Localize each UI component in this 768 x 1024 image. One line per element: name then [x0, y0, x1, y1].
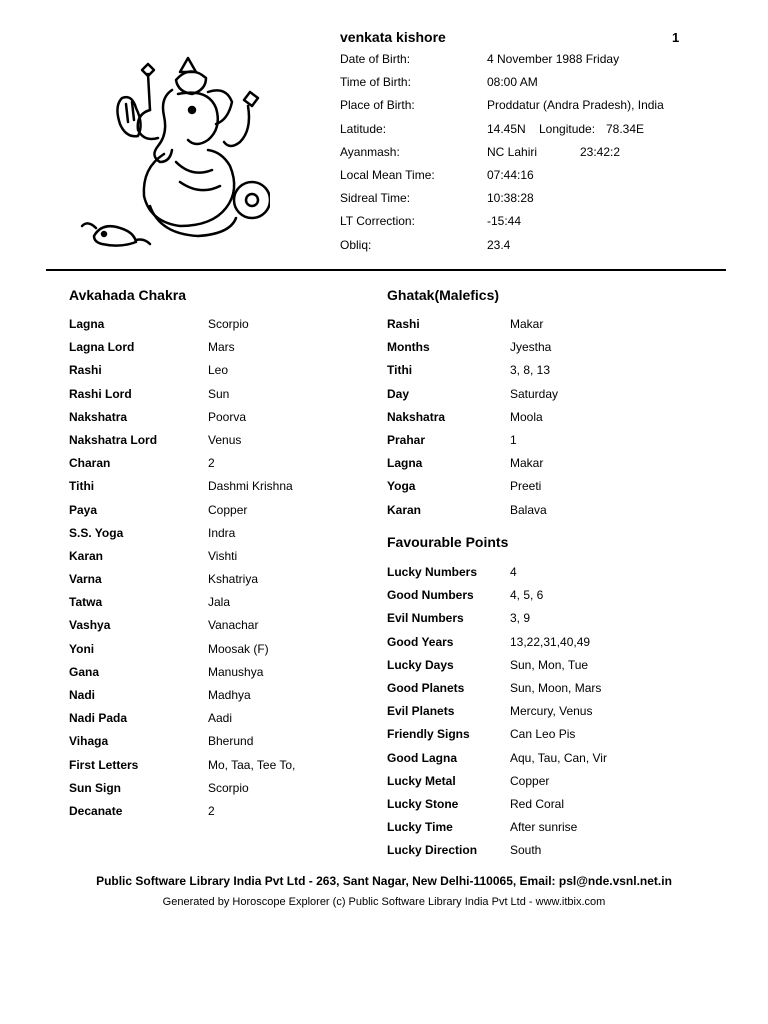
row-label: Tithi: [387, 363, 413, 378]
birth-value: 10:38:28: [487, 191, 534, 206]
table-row: [387, 433, 717, 456]
row-label: Evil Planets: [387, 704, 455, 719]
row-value: Moola: [510, 409, 543, 424]
ganesha-logo-image: [80, 50, 270, 250]
row-value: 3, 8, 13: [510, 363, 551, 378]
row-value: Manushya: [208, 664, 264, 679]
birth-label: Local Mean Time:: [340, 167, 435, 182]
row-value: Vanachar: [208, 618, 259, 633]
row-value: Aadi: [208, 711, 233, 726]
birth-row-lt-correction: [340, 214, 700, 237]
table-row: [69, 479, 359, 502]
row-label: Nadi: [69, 688, 96, 702]
row-label: Evil Numbers: [387, 611, 464, 626]
birth-row-sidreal: [340, 191, 700, 214]
table-row: [387, 774, 717, 797]
row-value: Balava: [510, 502, 547, 517]
birth-label: Time of Birth:: [340, 75, 411, 90]
birth-row-place: [340, 98, 700, 121]
row-label: Charan: [69, 456, 111, 471]
ghatak-title: Ghatak(Malefics): [387, 287, 500, 303]
row-value: 4, 5, 6: [510, 588, 544, 603]
birth-label: Obliq:: [340, 237, 372, 252]
row-label: Lagna: [387, 456, 423, 471]
row-value: Mercury, Venus: [510, 704, 593, 719]
row-label: Vihaga: [69, 734, 109, 749]
table-row: [69, 456, 359, 479]
row-label: Lucky Days: [387, 657, 454, 672]
row-value: Saturday: [510, 386, 559, 401]
table-row: [69, 758, 359, 781]
ghatak-table: [387, 317, 717, 526]
birth-label: Ayanmash:: [340, 144, 400, 159]
avkahada-title: Avkahada Chakra: [69, 287, 186, 303]
row-value: Kshatriya: [208, 572, 259, 587]
row-label: Nakshatra: [69, 409, 128, 424]
row-label: Lagna Lord: [69, 340, 135, 355]
row-value: Dashmi Krishna: [208, 479, 293, 494]
table-row: [69, 804, 359, 827]
birth-label: Sidreal Time:: [340, 191, 411, 206]
row-value: Sun: [208, 386, 230, 401]
table-row: [387, 635, 717, 658]
table-row: [387, 843, 717, 866]
row-label: Sun Sign: [69, 780, 121, 795]
row-value: Scorpio: [208, 780, 249, 795]
birth-label: Place of Birth:: [340, 98, 415, 113]
row-label: Prahar: [387, 432, 426, 447]
table-row: [69, 665, 359, 688]
person-name: venkata kishore: [340, 29, 446, 45]
row-label: Nadi Pada: [69, 711, 128, 726]
table-row: [69, 572, 359, 595]
table-row: [387, 317, 717, 340]
row-value: Copper: [208, 502, 248, 517]
birth-value: 4 November 1988 Friday: [487, 52, 620, 66]
favourable-title: Favourable Points: [387, 534, 509, 550]
birth-row-latitude: [340, 122, 700, 145]
table-row: [387, 340, 717, 363]
row-label: Good Numbers: [387, 588, 474, 603]
row-label: Yoni: [69, 641, 95, 656]
table-row: [387, 751, 717, 774]
row-label: Months: [387, 340, 430, 355]
row-value: 13,22,31,40,49: [510, 634, 591, 649]
row-label: Nakshatra Lord: [69, 432, 158, 447]
row-value: Jala: [208, 595, 231, 610]
row-value: 2: [208, 456, 215, 471]
table-row: [387, 387, 717, 410]
row-value: Mo, Taa, Tee To,: [208, 757, 296, 772]
table-row: [387, 658, 717, 681]
table-row: [69, 526, 359, 549]
ayanmash-value: 23:42:2: [580, 144, 621, 159]
row-label: Gana: [69, 664, 100, 679]
table-row: [387, 588, 717, 611]
row-label: Lagna: [69, 317, 105, 331]
row-value: Red Coral: [510, 796, 565, 811]
row-value: Sun, Mon, Tue: [510, 657, 589, 672]
row-value: Poorva: [208, 409, 247, 424]
table-row: [69, 317, 359, 340]
row-value: 4: [510, 565, 517, 579]
birth-value: Proddatur (Andra Pradesh), India: [487, 98, 664, 113]
row-value: 2: [208, 803, 215, 818]
row-value: Venus: [208, 432, 242, 447]
row-label: Good Lagna: [387, 750, 457, 765]
row-label: Nakshatra: [387, 409, 446, 424]
longitude-label: Longitude:: [539, 121, 596, 136]
row-label: Rashi Lord: [69, 386, 132, 401]
row-label: Rashi: [387, 317, 420, 331]
row-label: Vashya: [69, 618, 111, 633]
table-row: [69, 363, 359, 386]
row-value: South: [510, 843, 542, 858]
row-value: 1: [510, 432, 517, 447]
birth-value: NC Lahiri: [487, 144, 538, 159]
row-value: 3, 9: [510, 611, 531, 626]
table-row: [387, 611, 717, 634]
birth-label: Date of Birth:: [340, 52, 411, 66]
row-label: First Letters: [69, 757, 139, 772]
table-row: [387, 704, 717, 727]
row-value: Scorpio: [208, 317, 249, 331]
table-row: [69, 433, 359, 456]
birth-value: 14.45N: [487, 121, 526, 136]
birth-details: [340, 52, 700, 261]
table-row: [387, 363, 717, 386]
table-row: [69, 410, 359, 433]
table-row: [387, 681, 717, 704]
row-label: Paya: [69, 502, 98, 517]
avkahada-table: [69, 317, 359, 827]
birth-value: 07:44:16: [487, 167, 534, 182]
table-row: [69, 618, 359, 641]
row-value: Makar: [510, 317, 544, 331]
birth-row-obliq: [340, 238, 700, 261]
table-row: [69, 503, 359, 526]
longitude-value: 78.34E: [606, 121, 645, 136]
table-row: [69, 688, 359, 711]
row-label: Decanate: [69, 803, 123, 818]
birth-label: LT Correction:: [340, 214, 415, 229]
table-row: [69, 642, 359, 665]
row-value: Can Leo Pis: [510, 727, 576, 742]
row-label: Lucky Time: [387, 820, 453, 835]
row-label: Good Planets: [387, 680, 465, 695]
row-value: Moosak (F): [208, 641, 269, 656]
row-label: Karan: [69, 548, 104, 563]
row-value: Jyestha: [510, 340, 552, 355]
row-value: Madhya: [208, 688, 251, 702]
table-row: [69, 711, 359, 734]
row-value: Sun, Moon, Mars: [510, 680, 602, 695]
row-value: Copper: [510, 773, 550, 788]
birth-label: Latitude:: [340, 121, 387, 136]
table-row: [69, 595, 359, 618]
birth-row-time: [340, 75, 700, 98]
row-label: Yoga: [387, 479, 416, 494]
row-label: Lucky Metal: [387, 773, 456, 788]
table-row: [387, 797, 717, 820]
table-row: [69, 781, 359, 804]
table-row: [387, 727, 717, 750]
row-value: Aqu, Tau, Can, Vir: [510, 750, 607, 765]
birth-value: 23.4: [487, 237, 511, 252]
section-divider: [46, 269, 726, 271]
row-label: Lucky Numbers: [387, 565, 478, 579]
row-label: Friendly Signs: [387, 727, 470, 742]
row-value: Makar: [510, 456, 544, 471]
row-value: Mars: [208, 340, 235, 355]
table-row: [69, 340, 359, 363]
row-label: Good Years: [387, 634, 454, 649]
row-label: Lucky Stone: [387, 796, 459, 811]
row-label: Lucky Direction: [387, 843, 478, 858]
row-label: Rashi: [69, 363, 102, 378]
table-row: [387, 820, 717, 843]
birth-row-ayanmash: [340, 145, 700, 168]
birth-row-date: [340, 52, 700, 75]
table-row: [69, 734, 359, 757]
row-value: Leo: [208, 363, 229, 378]
table-row: [387, 456, 717, 479]
row-label: Tithi: [69, 479, 95, 494]
footer-generated: Generated by Horoscope Explorer (c) Public Software Library India Pvt Ltd - www.itbix.com: [162, 896, 606, 908]
table-row: [387, 479, 717, 502]
page-number: 1: [672, 30, 680, 45]
row-label: S.S. Yoga: [69, 525, 124, 540]
row-label: Karan: [387, 502, 422, 517]
row-label: Varna: [69, 572, 102, 587]
row-label: Day: [387, 386, 410, 401]
row-value: After sunrise: [510, 820, 578, 835]
favourable-table: [387, 565, 717, 866]
table-row: [387, 565, 717, 588]
birth-value: 08:00 AM: [487, 75, 538, 90]
table-row: [387, 503, 717, 526]
row-value: Bherund: [208, 734, 254, 749]
row-value: Preeti: [510, 479, 542, 494]
table-row: [69, 549, 359, 572]
row-value: Vishti: [208, 548, 238, 563]
table-row: [69, 387, 359, 410]
table-row: [387, 410, 717, 433]
birth-row-lmt: [340, 168, 700, 191]
row-value: Indra: [208, 525, 236, 540]
row-label: Tatwa: [69, 595, 103, 610]
footer-company: Public Software Library India Pvt Ltd - 263, Sant Nagar, New Delhi-110065, Email: psl@nde.vsnl.net.in: [96, 874, 672, 888]
birth-value: -15:44: [487, 214, 522, 229]
